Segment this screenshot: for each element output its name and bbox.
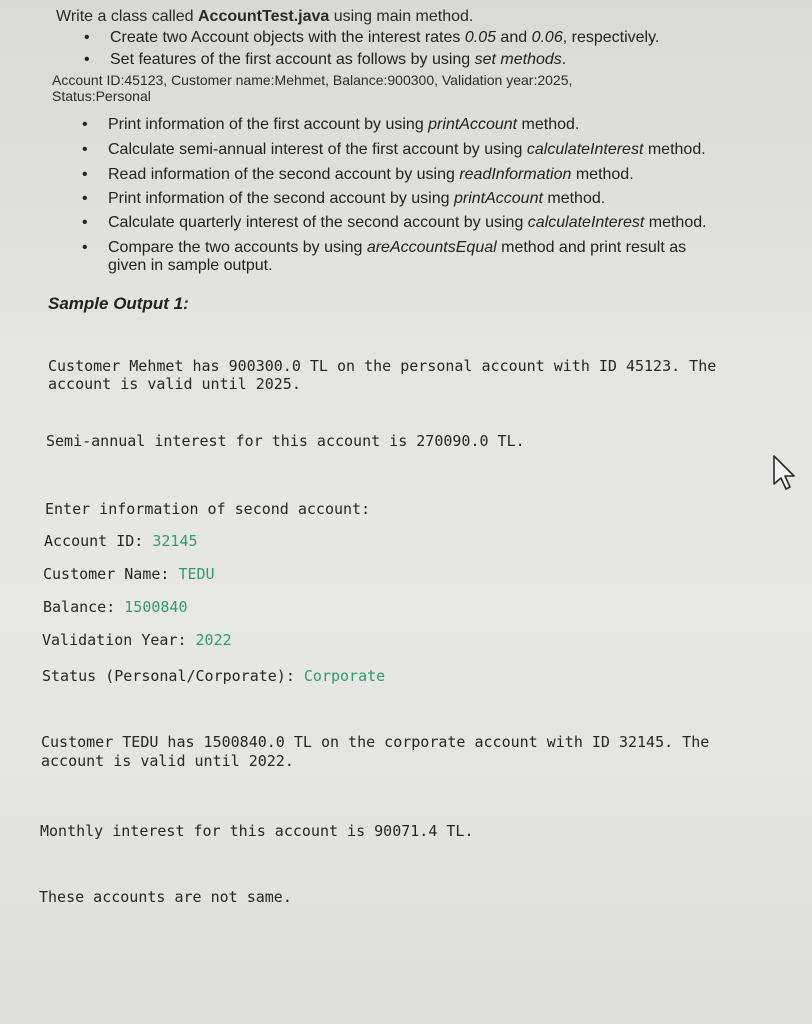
step-text: method. [542,190,606,207]
step-read-second [82,165,634,185]
bullet-text: , respectively. [562,29,660,46]
intro-line [56,7,473,27]
step-quarterly-interest [82,213,707,233]
output-enter-prompt: Enter information of second account: [45,500,371,518]
step-text: Calculate quarterly interest of the second account by using [108,214,528,231]
output-accounts-compare-result: These accounts are not same. [39,888,292,906]
field-value: TEDU [178,565,215,583]
account-info-line-2: Status:Personal [52,88,151,104]
bullet-text: Create two Account objects with the interest rates [110,29,465,46]
rate-1: 0.05 [464,29,496,46]
method-name: calculateInterest [526,141,644,158]
step-print-first [82,115,580,135]
method-name: areAccountsEqual [366,239,497,256]
intro-prefix: Write a class called [56,8,198,25]
bullet-dot-icon: • [82,239,88,256]
output-field-validation-year [42,631,232,650]
mouse-pointer-icon [772,454,798,492]
step-text: method. [643,141,706,158]
bullet-dot-icon: • [82,116,88,133]
method-name: readInformation [459,166,572,183]
step-text: method and print result as [496,239,687,256]
output-second-account-line-1: Customer TEDU has 1500840.0 TL on the corporate account with ID 32145. The [41,733,710,751]
output-field-account-id [44,532,198,551]
output-field-customer-name [43,565,215,584]
step-text: Print information of the second account by using [108,190,454,207]
step-text: Read information of the second account by using [108,166,460,183]
step-text: Print information of the first account by using [108,116,429,133]
step-text: method. [571,166,634,183]
bullet-set-features [84,50,567,70]
bullet-dot-icon: • [82,166,88,183]
step-text: method. [517,116,580,133]
field-value: 32145 [152,532,198,550]
intro-classname: AccountTest.java [197,8,330,25]
step-text: method. [644,214,707,231]
bullet-text: Set features of the first account as follows by using [110,51,475,68]
field-value: 2022 [195,631,232,649]
bullet-dot-icon: • [84,51,90,68]
method-name: calculateInterest [527,214,645,231]
method-name: printAccount [428,116,518,133]
step-print-second [82,189,606,209]
bullet-create-accounts [84,28,660,48]
sample-output-title: Sample Output 1: [48,294,189,313]
bullet-dot-icon: • [82,190,88,207]
output-first-account-line-2: account is valid until 2025. [48,375,301,393]
output-semiannual-interest: Semi-annual interest for this account is 270090.0 TL. [46,432,525,450]
intro-suffix: using main method. [329,8,474,25]
bullet-dot-icon: • [82,214,88,231]
field-label: Account ID: [44,532,153,550]
bullet-dot-icon: • [82,141,88,158]
field-label: Status (Personal/Corporate): [42,667,304,685]
bullet-dot-icon: • [84,29,90,46]
field-label: Balance: [43,598,125,616]
rate-2: 0.06 [531,29,563,46]
output-field-balance [43,598,188,617]
field-label: Customer Name: [43,565,179,583]
account-info-line-1: Account ID:45123, Customer name:Mehmet, Balance:900300, Validation year:2025, [52,72,573,88]
bullet-text: . [561,51,567,68]
output-monthly-interest: Monthly interest for this account is 90071.4 TL. [40,822,474,840]
output-first-account-line-1: Customer Mehmet has 900300.0 TL on the personal account with ID 45123. The [48,357,717,375]
step-compare-accounts [82,238,687,258]
field-value: Corporate [303,667,386,685]
output-field-status [42,667,385,686]
method-name: printAccount [453,190,543,207]
field-value: 1500840 [124,598,188,616]
step-semiannual-interest [82,140,706,160]
step-text: Calculate semi-annual interest of the first account by using [108,141,527,158]
field-label: Validation Year: [42,631,196,649]
step-compare-accounts-line-2: given in sample output. [108,257,273,274]
bullet-text: and [495,29,532,46]
output-second-account-line-2: account is valid until 2022. [41,752,294,770]
step-text: Compare the two accounts by using [108,239,367,256]
set-methods-term: set methods [474,51,562,68]
